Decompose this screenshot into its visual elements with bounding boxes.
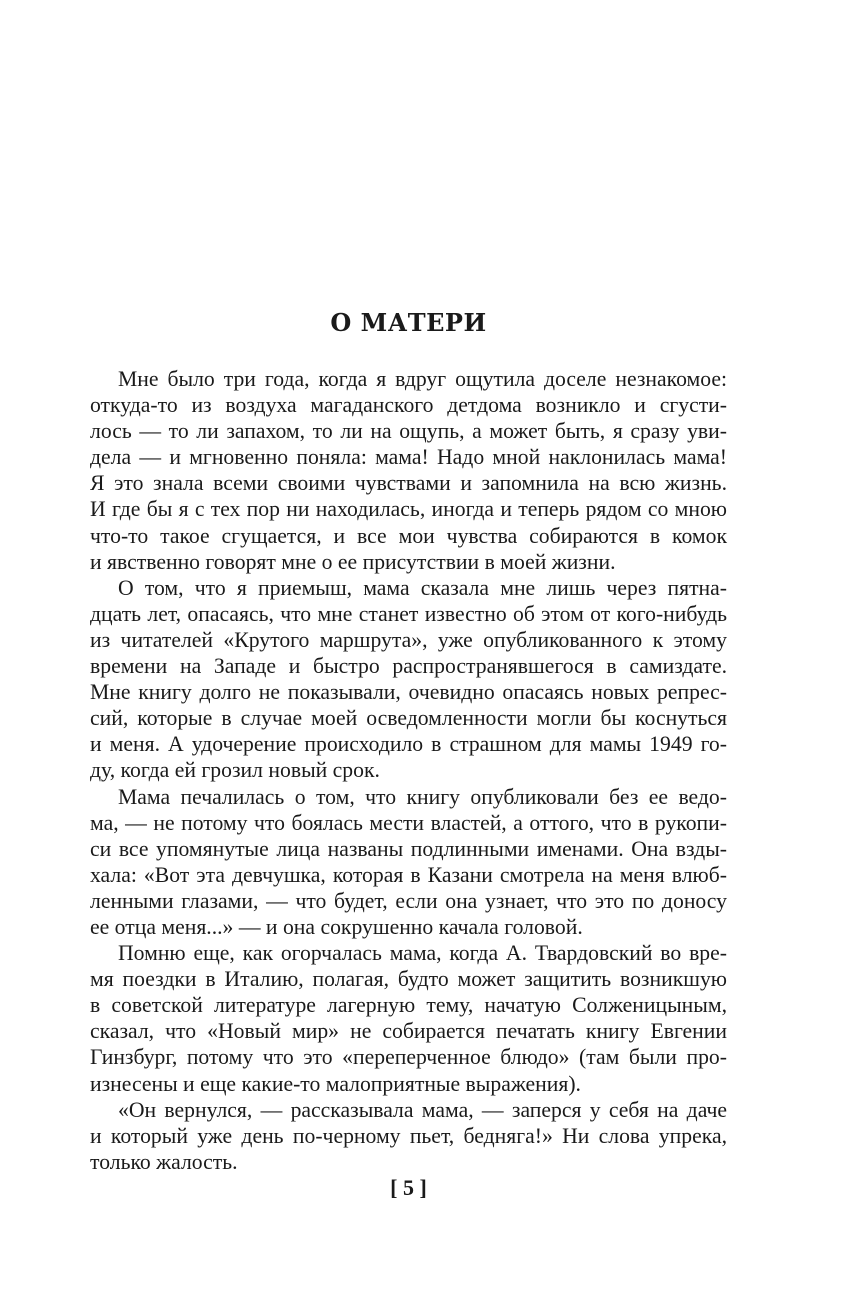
text-line: Мне было три года, когда я вдруг ощутила доселе незнакомое: — [118, 367, 727, 391]
text-line: Я это знала всеми своими чувствами и запомнила на всю жизнь. — [90, 471, 727, 496]
text-line: О том, что я приемыш, мама сказала мне лишь через пятна- — [118, 575, 727, 600]
text-line: Помню еще, как огорчалась мама, когда А. Твардовский во вре- — [118, 941, 727, 966]
paragraph-1 — [90, 366, 727, 575]
text-line: что-то такое сгущается, и все мои чувства собираются в комок — [90, 523, 727, 548]
text-line: си все упомянутые лица названы подлинными именами. Она взды- — [90, 836, 727, 861]
paragraph-4 — [90, 940, 727, 1097]
text-line: ее отца меня...» — и она сокрушенно качала головой. — [90, 914, 583, 939]
text-line: в советской литературе лагерную тему, начатую Солженицыным, — [90, 993, 727, 1018]
text-line: лось — то ли запахом, то ли на ощупь, а может быть, я сразу уви- — [90, 419, 727, 444]
chapter-title: О МАТЕРИ — [330, 308, 487, 337]
paragraph-2 — [90, 575, 727, 784]
book-page — [90, 0, 727, 1299]
text-line: Гинзбург, потому что это «переперченное блюдо» (там были про- — [90, 1045, 727, 1070]
text-line: сказал, что «Новый мир» не собирается печатать книгу Евгении — [90, 1019, 727, 1044]
text-line: из читателей «Крутого маршрута», уже опубликованного к этому — [90, 627, 727, 652]
text-line: и явственно говорят мне о ее присутствии в моей жизни. — [90, 549, 616, 574]
text-line: Мама печалилась о том, что книгу опубликовали без ее ведо- — [118, 784, 727, 809]
text-line: времени на Западе и быстро распространявшегося в самиздате. — [90, 654, 727, 679]
text-line: мя поездки в Италию, полагая, будто может защитить возникшую — [90, 967, 727, 992]
page-number: [ 5 ] — [390, 1175, 427, 1200]
text-line: Мне книгу долго не показывали, очевидно опасаясь новых репрес- — [90, 680, 727, 705]
text-line: сий, которые в случае моей осведомленности могли бы коснуться — [90, 706, 727, 731]
text-line: ма, — не потому что боялась мести властей, а оттого, что в рукопи- — [90, 810, 727, 835]
text-line: хала: «Вот эта девчушка, которая в Казани смотрела на меня влюб- — [90, 862, 727, 887]
text-line: изнесены и еще какие-то малоприятные выражения). — [90, 1071, 581, 1096]
text-line: дела — и мгновенно поняла: мама! Надо мной наклонилась мама! — [90, 445, 727, 470]
text-line: «Он вернулся, — рассказывала мама, — заперся у себя на даче — [118, 1097, 727, 1122]
text-line: И где бы я с тех пор ни находилась, иногда и теперь рядом со мною — [90, 497, 727, 522]
text-line: откуда-то из воздуха магаданского детдома возникло и сгусти- — [90, 393, 727, 418]
text-line: и меня. А удочерение происходило в страшном для мамы 1949 го- — [90, 732, 727, 757]
text-line: ленными глазами, — что будет, если она узнает, что это по доносу — [90, 888, 727, 913]
paragraph-3 — [90, 784, 727, 941]
paragraph-5 — [90, 1097, 727, 1175]
body-text — [90, 366, 727, 1175]
text-line: и который уже день по-черному пьет, бедняга!» Ни слова упрека, — [90, 1123, 727, 1148]
text-line: дцать лет, опасаясь, что мне станет известно об этом от кого-нибудь — [90, 601, 727, 626]
text-line: ду, когда ей грозил новый срок. — [90, 758, 380, 783]
text-line: только жалость. — [90, 1149, 238, 1174]
